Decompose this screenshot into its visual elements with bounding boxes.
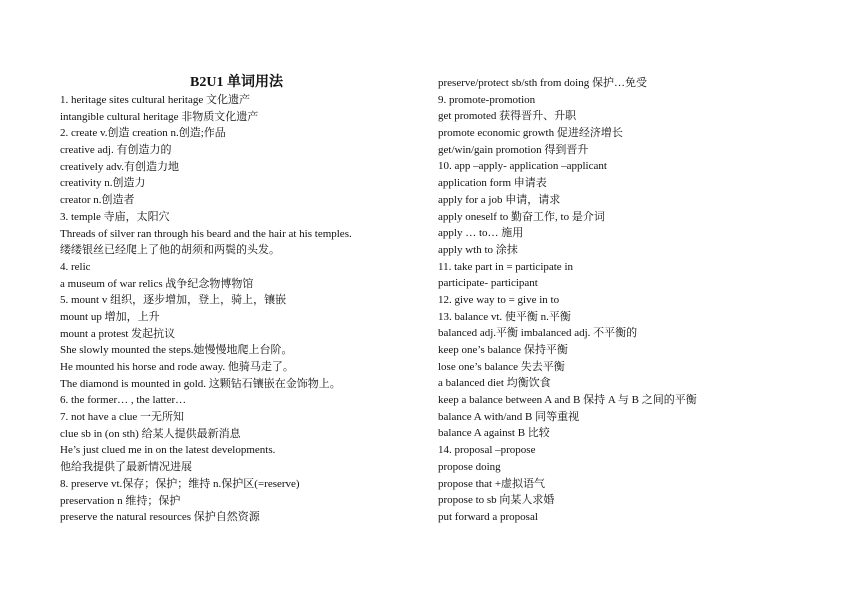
text-line: participate- participant [438,277,538,290]
text-line: a balanced diet 均衡饮食 [438,377,551,390]
text-line: clue sb in (on sth) 给某人提供最新消息 [60,427,241,440]
text-line: balance A against B 比较 [438,427,550,440]
text-line: get/win/gain promotion 得到晋升 [438,143,589,156]
page-title: B2U1 单词用法 [190,75,283,90]
text-line: mount up 增加，上升 [60,310,160,323]
text-line: 5. mount v 组织，逐步增加，登上，骑上，镶嵌 [60,294,287,307]
text-line: propose doing [438,460,501,473]
text-line: preserve/protect sb/sth from doing 保护…免受 [438,77,647,89]
text-line: The diamond is mounted in gold. 这颗钻石镶嵌在金饰物上。 [60,377,341,390]
text-line: 2. create v.创造 creation n.创造;作品 [60,127,226,140]
text-line: apply … to… 施用 [438,227,524,240]
text-line: 10. app –apply- application –applicant [438,160,607,173]
text-line: 缕缕银丝已经爬上了他的胡须和两鬓的头发。 [60,244,280,257]
text-line: Threads of silver ran through his beard and the hair at his temples. [60,227,352,240]
text-line: 他给我提供了最新情况进展 [60,461,192,474]
text-line: lose one’s balance 失去平衡 [438,360,565,373]
text-line: propose that +虚拟语气 [438,477,546,490]
text-line: 11. take part in = participate in [438,260,573,273]
text-line: apply wth to 涂抹 [438,243,518,256]
text-line: preserve the natural resources 保护自然资源 [60,511,260,524]
text-line: promote economic growth 促进经济增长 [438,127,623,140]
text-line: creatively adv.有创造力地 [60,160,180,173]
right-line-list [438,75,697,526]
text-line: intangible cultural heritage 非物质文化遗产 [60,110,259,123]
text-line: He’s just clued me in on the latest developments. [60,444,276,457]
text-line: apply oneself to 勤奋工作, to 是介词 [438,210,605,223]
text-line: preservation n 维持；保护 [60,494,181,507]
text-line: mount a protest 发起抗议 [60,327,176,340]
text-line: 1. heritage sites cultural heritage 文化遗产 [60,94,250,106]
text-line: creative adj. 有创造力的 [60,144,172,157]
text-line: keep one’s balance 保持平衡 [438,344,568,356]
text-line: 8. preserve vt.保存；保护；维持 n.保护区(=reserve) [60,477,300,490]
text-line: 6. the former… , the latter… [60,394,187,407]
text-line: 4. relic [60,260,91,273]
text-line: keep a balance between A and B 保持 A 与 B 之间的平衡 [438,394,697,407]
text-line: apply for a job 申请，请求 [438,193,561,206]
text-line: 14. proposal –propose [438,444,536,457]
text-line: 3. temple 寺庙，太阳穴 [60,210,170,223]
text-line: application form 申请表 [438,177,547,190]
text-line: a museum of war relics 战争纪念物博物馆 [60,277,254,290]
text-line: creativity n.创造力 [60,177,146,190]
text-line: 12. give way to = give in to [438,293,560,306]
text-line: put forward a proposal [438,510,538,523]
text-line: balanced adj.平衡 imbalanced adj. 不平衡的 [438,327,638,340]
left-line-list [60,92,352,526]
text-line: creator n.创造者 [60,194,135,207]
text-line: get promoted 获得晋升、升职 [438,110,577,123]
text-line: 9. promote-promotion [438,93,536,106]
text-line: 13. balance vt. 使平衡 n.平衡 [438,310,571,323]
text-line: balance A with/and B 同等重视 [438,410,580,423]
text-line: She slowly mounted the steps.她慢慢地爬上台阶。 [60,344,293,357]
text-line: He mounted his horse and rode away. 他骑马走了。 [60,361,294,373]
text-line: 7. not have a clue 一无所知 [60,411,185,424]
text-line: propose to sb 向某人求婚 [438,494,555,507]
